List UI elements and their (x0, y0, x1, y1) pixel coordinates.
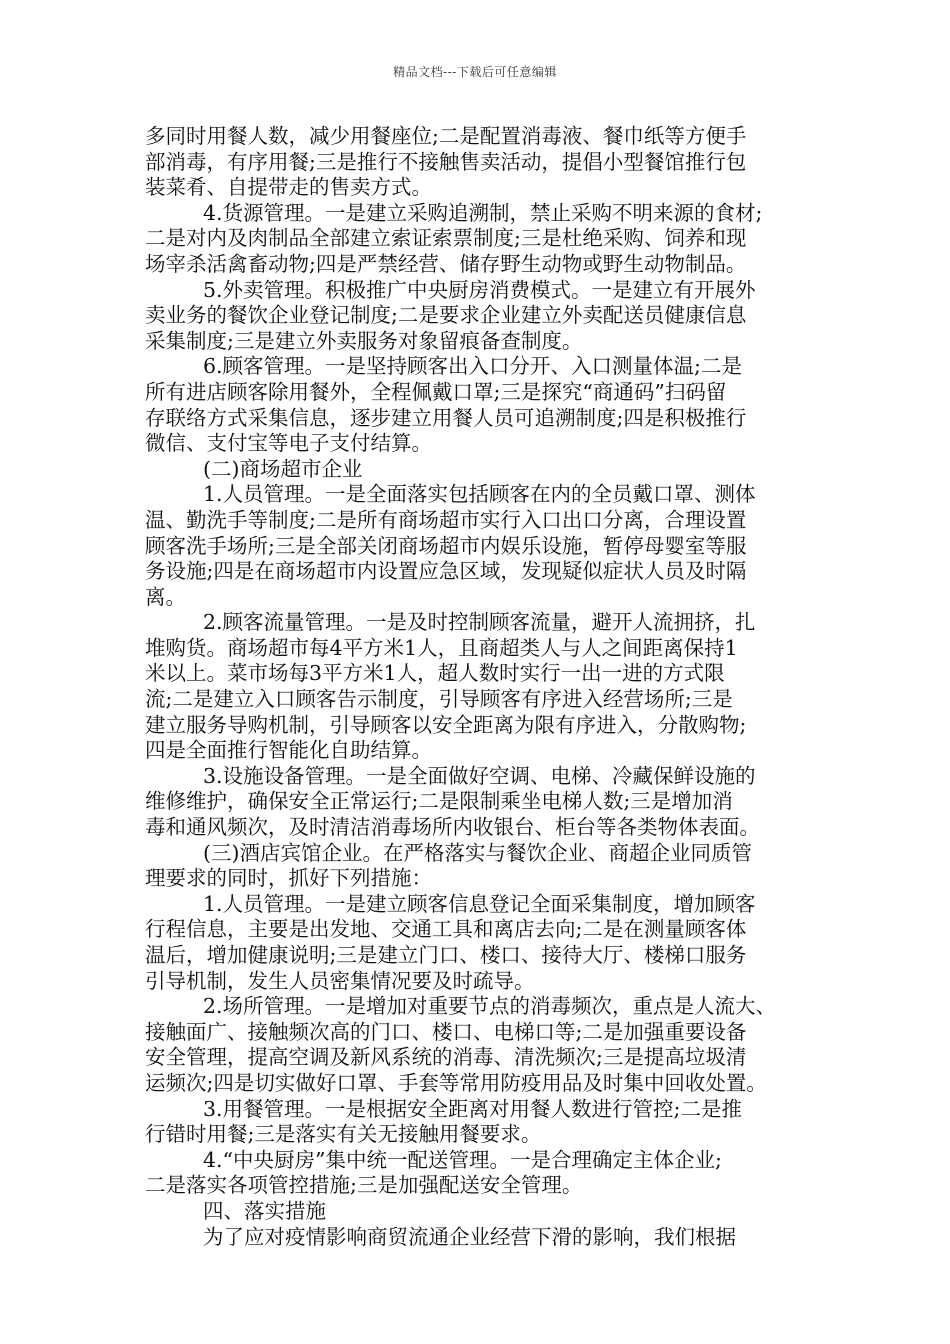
text-line: 为了应对疫情影响商贸流通企业经营下滑的影响，我们根据 (203, 1224, 736, 1249)
text-line: 理要求的同时，抓好下列措施： (145, 866, 432, 891)
text-line: 6.顾客管理。一是坚持顾客出入口分开、入口测量体温;二是 (203, 354, 742, 379)
text-line: 米以上。菜市场每3平方米1人，超人数时实行一出一进的方式限 (145, 661, 725, 686)
text-line: 顾客洗手场所;三是全部关闭商场超市内娱乐设施，暂停母婴室等服 (145, 533, 747, 558)
text-line: 场宰杀活禽畜动物;四是严禁经营、储存野生动物或野生动物制品。 (145, 251, 747, 276)
text-line: 5.外卖管理。积极推广中央厨房消费模式。一是建立有开展外 (203, 277, 756, 302)
text-line: 2.顾客流量管理。一是及时控制顾客流量，避开人流拥挤，扎 (203, 610, 756, 635)
text-line: 维修维护，确保安全正常运行;二是限制乘坐电梯人数;三是增加消 (145, 789, 733, 814)
text-line: 接触面广、接触频次高的门口、楼口、电梯口等;二是加强重要设备 (145, 1019, 747, 1044)
text-line: 微信、支付宝等电子支付结算。 (145, 431, 432, 456)
text-line: 1.人员管理。一是建立顾客信息登记全面采集制度，增加顾客 (203, 891, 756, 916)
text-line: 装菜肴、自提带走的售卖方式。 (145, 175, 432, 200)
text-line: 行程信息，主要是出发地、交通工具和离店去向;二是在测量顾客体 (145, 917, 747, 942)
text-line: 运频次;四是切实做好口罩、手套等常用防疫用品及时集中回收处置。 (145, 1070, 767, 1095)
text-line: 多同时用餐人数，减少用餐座位;二是配置消毒液、餐巾纸等方便手 (145, 124, 747, 148)
text-line: 温后，增加健康说明;三是建立门口、楼口、接待大厅、楼梯口服务 (145, 943, 747, 967)
text-line: 安全管理，提高空调及新风系统的消毒、清洗频次;三是提高垃圾清 (145, 1045, 747, 1070)
text-line: 2.场所管理。一是增加对重要节点的消毒频次，重点是人流大、 (203, 994, 777, 1019)
text-line: 3.设施设备管理。一是全面做好空调、电梯、冷藏保鲜设施的 (203, 763, 756, 788)
text-line: 毒和通风频次，及时清洁消毒场所内收银台、柜台等各类物体表面。 (145, 815, 760, 840)
text-line: 离。 (145, 584, 186, 609)
text-line: 3.用餐管理。一是根据安全距离对用餐人数进行管控;二是推 (203, 1096, 742, 1121)
text-line: 四是全面推行智能化自助结算。 (145, 738, 432, 763)
text-line: 4.“中央厨房”集中统一配送管理。一是合理确定主体企业; (203, 1147, 722, 1172)
text-line: 卖业务的餐饮企业登记制度;二是要求企业建立外卖配送员健康信息 (145, 303, 747, 328)
text-line: 存联络方式采集信息，逐步建立用餐人员可追溯制度;四是积极推行 (145, 405, 747, 430)
text-line: 采集制度;三是建立外卖服务对象留痕备查制度。 (145, 328, 583, 353)
text-line: 四、落实措施 (203, 1198, 326, 1223)
text-line: 建立服务导购机制，引导顾客以安全距离为限有序进入，分散购物; (145, 712, 747, 737)
text-line: 二是对内及肉制品全部建立索证索票制度;三是杜绝采购、饲养和现 (145, 226, 747, 251)
text-line: 流;二是建立入口顾客告示制度，引导顾客有序进入经营场所;三是 (145, 687, 733, 712)
text-line: 1.人员管理。一是全面落实包括顾客在内的全员戴口罩、测体 (203, 482, 756, 507)
text-line: 引导机制，发生人员密集情况要及时疏导。 (145, 968, 535, 993)
page-header: 精品文档---下载后可任意编辑 (393, 65, 557, 79)
text-line: (三)酒店宾馆企业。在严格落实与餐饮企业、商超企业同质管 (203, 840, 752, 865)
document-body (145, 124, 807, 1250)
text-line: 堆购货。商场超市每4平方米1人，且商超类人与人之间距离保持1 (145, 635, 738, 660)
text-line: 行错时用餐;三是落实有关无接触用餐要求。 (145, 1122, 542, 1147)
text-line: 温、勤洗手等制度;二是所有商场超市实行入口出口分离，合理设置 (145, 507, 747, 532)
text-line: 部消毒，有序用餐;三是推行不接触售卖活动，提倡小型餐馆推行包 (145, 149, 747, 174)
text-line: 务设施;四是在商场超市内设置应急区域，发现疑似症状人员及时隔 (145, 559, 747, 584)
text-line: 二是落实各项管控措施;三是加强配送安全管理。 (145, 1173, 583, 1198)
text-line: 所有进店顾客除用餐外，全程佩戴口罩;三是探究“商通码”扫码留 (145, 379, 727, 404)
text-line: (二)商场超市企业 (203, 456, 363, 481)
text-line: 4.货源管理。一是建立采购追溯制，禁止采购不明来源的食材; (203, 200, 763, 225)
